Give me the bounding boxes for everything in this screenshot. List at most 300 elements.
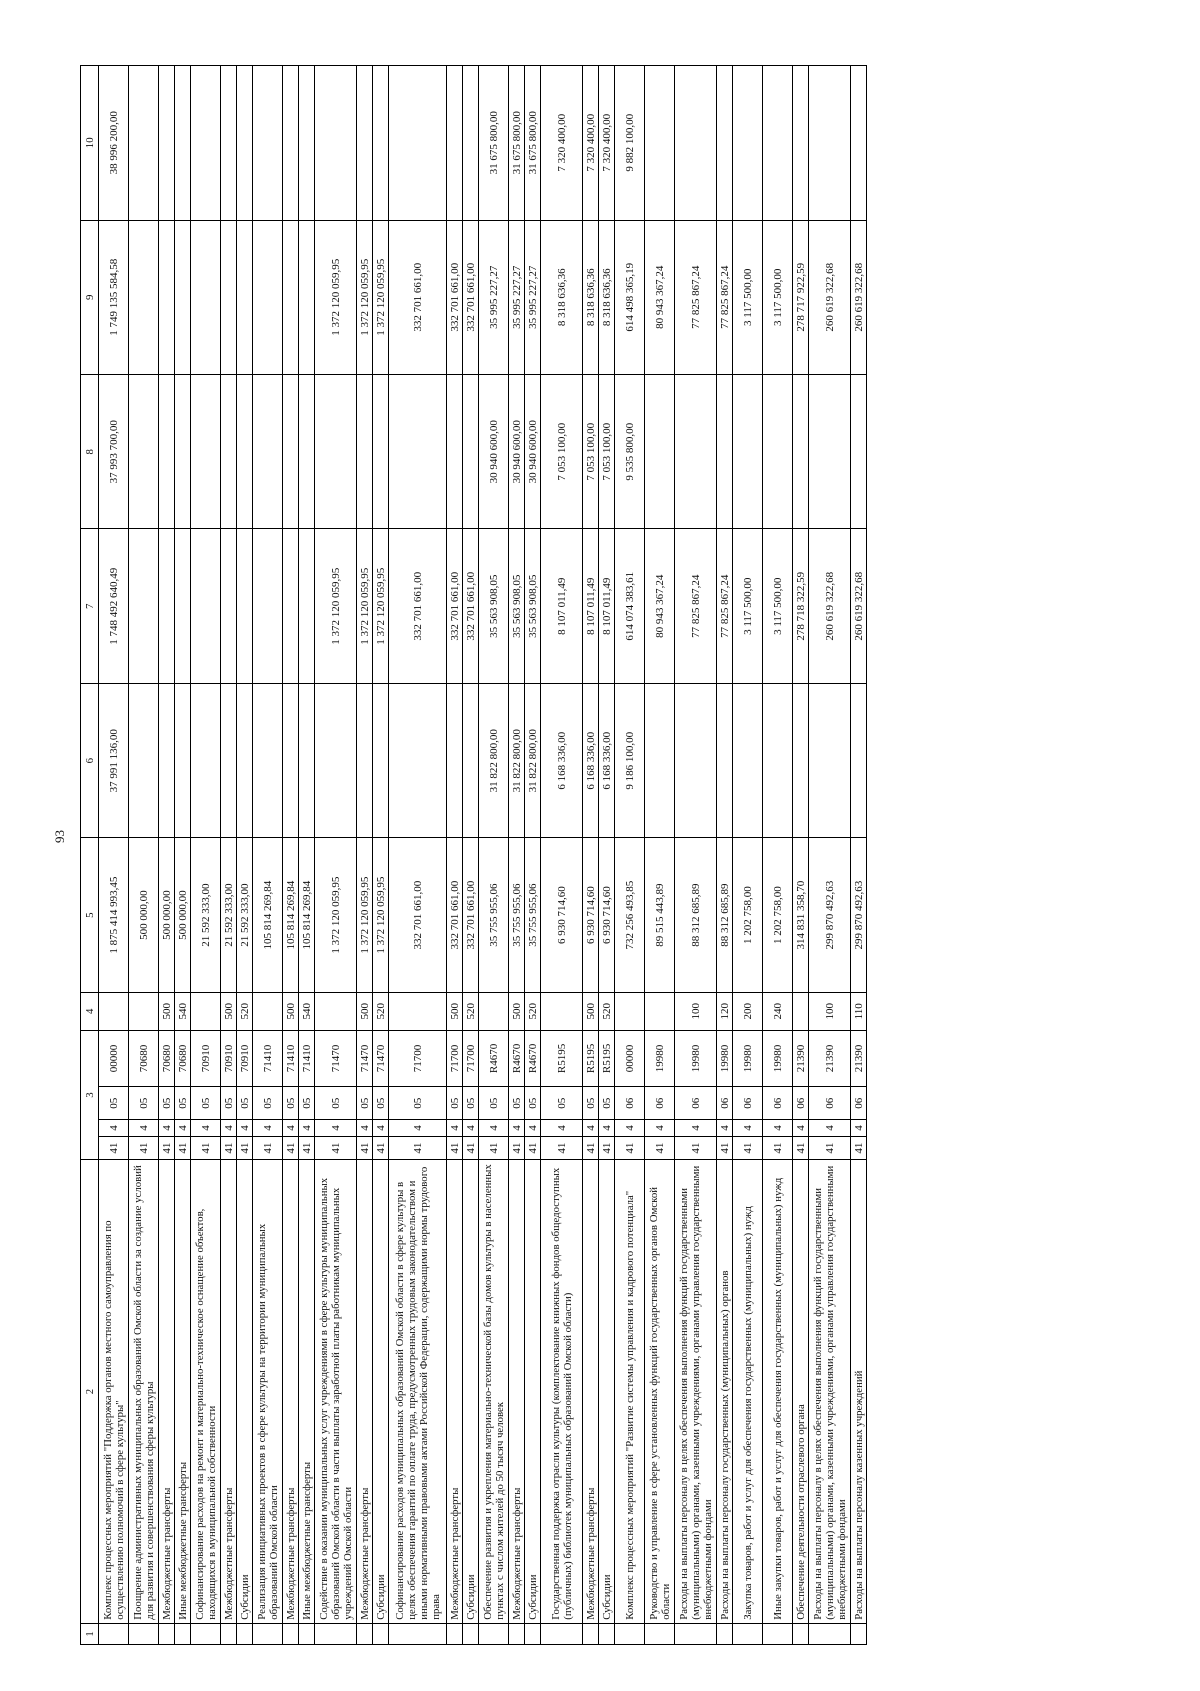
code-part-1-cell: 41	[541, 1136, 583, 1160]
amount-col-9-cell	[237, 220, 253, 374]
code-part-4-cell: 71410	[253, 1030, 283, 1087]
amount-col-7-cell: 1 372 120 059,95	[315, 529, 357, 683]
row-number-cell	[129, 1623, 159, 1644]
expense-type-cell	[479, 992, 509, 1030]
code-part-3-cell: 05	[479, 1087, 509, 1120]
code-part-3-cell: 05	[99, 1087, 129, 1120]
amount-col-8-cell	[175, 375, 191, 529]
expense-type-cell: 120	[717, 992, 733, 1030]
header-col-1: 1	[81, 1623, 99, 1644]
code-part-4-cell: 70680	[129, 1030, 159, 1087]
item-name-cell: Комплекс процессных мероприятий "Развитие системы управления и кадрового потенциала"	[615, 1160, 645, 1623]
code-part-1-cell: 41	[315, 1136, 357, 1160]
amount-col-9-cell	[191, 220, 221, 374]
amount-col-6-cell	[463, 683, 479, 837]
item-name-cell: Субсидии	[373, 1160, 389, 1623]
amount-col-6-cell	[793, 683, 809, 837]
amount-col-8-cell	[221, 375, 237, 529]
amount-col-5-cell: 732 256 493,85	[615, 838, 645, 992]
amount-col-7-cell: 1 372 120 059,95	[357, 529, 373, 683]
amount-col-5-cell: 6 930 714,60	[599, 838, 615, 992]
header-col-4: 4	[81, 992, 99, 1030]
amount-col-6-cell	[447, 683, 463, 837]
header-col-10: 10	[81, 66, 99, 221]
table-row	[717, 66, 733, 1645]
amount-col-5-cell: 500 000,00	[175, 838, 191, 992]
amount-col-5-cell: 35 755 955,06	[509, 838, 525, 992]
row-number-cell	[221, 1623, 237, 1644]
amount-col-7-cell	[299, 529, 315, 683]
amount-col-8-cell	[645, 375, 675, 529]
code-part-4-cell: 71470	[357, 1030, 373, 1087]
code-part-4-cell: 19980	[763, 1030, 793, 1087]
amount-col-8-cell	[373, 375, 389, 529]
code-part-1-cell: 41	[221, 1136, 237, 1160]
amount-col-8-cell	[793, 375, 809, 529]
amount-col-6-cell: 6 168 336,00	[541, 683, 583, 837]
amount-col-9-cell: 8 318 636,36	[599, 220, 615, 374]
code-part-1-cell: 41	[447, 1136, 463, 1160]
amount-col-10-cell	[645, 66, 675, 221]
amount-col-6-cell: 6 168 336,00	[583, 683, 599, 837]
expense-type-cell	[253, 992, 283, 1030]
amount-col-9-cell: 35 995 227,27	[525, 220, 541, 374]
amount-col-7-cell	[283, 529, 299, 683]
row-number-cell	[717, 1623, 733, 1644]
table-row	[675, 66, 717, 1645]
amount-col-7-cell: 1 748 492 640,49	[99, 529, 129, 683]
expense-type-cell: 500	[221, 992, 237, 1030]
item-name-cell: Руководство и управление в сфере установленных функций государственных органов Омской области	[645, 1160, 675, 1623]
table-row	[479, 66, 509, 1645]
amount-col-9-cell	[299, 220, 315, 374]
amount-col-8-cell	[191, 375, 221, 529]
code-part-2-cell: 4	[615, 1120, 645, 1137]
amount-col-10-cell	[129, 66, 159, 221]
code-part-2-cell: 4	[717, 1120, 733, 1137]
amount-col-5-cell: 1 875 414 993,45	[99, 838, 129, 992]
amount-col-10-cell	[389, 66, 447, 221]
code-part-4-cell: 00000	[615, 1030, 645, 1087]
code-part-2-cell: 4	[509, 1120, 525, 1137]
row-number-cell	[479, 1623, 509, 1644]
code-part-1-cell: 41	[191, 1136, 221, 1160]
code-part-1-cell: 41	[283, 1136, 299, 1160]
item-name-cell: Софинансирование расходов на ремонт и материально-техническое оснащение объектов, находящихся в муниципальной собственности	[191, 1160, 221, 1623]
item-name-cell: Закупка товаров, работ и услуг для обеспечения государственных (муниципальных) нужд	[733, 1160, 763, 1623]
amount-col-9-cell: 278 717 922,59	[793, 220, 809, 374]
amount-col-9-cell: 77 825 867,24	[717, 220, 733, 374]
amount-col-8-cell	[237, 375, 253, 529]
row-number-cell	[237, 1623, 253, 1644]
table-row	[253, 66, 283, 1645]
item-name-cell: Расходы на выплаты персоналу в целях обеспечения выполнения функций государственными (муниципальными) органами, казенными учреждениями, органами управления государственными внебюджетными фондами	[809, 1160, 851, 1623]
amount-col-8-cell: 30 940 600,00	[509, 375, 525, 529]
amount-col-9-cell: 1 372 120 059,95	[373, 220, 389, 374]
row-number-cell	[541, 1623, 583, 1644]
code-part-4-cell: 70680	[159, 1030, 175, 1087]
code-part-2-cell: 4	[159, 1120, 175, 1137]
table-row	[851, 66, 867, 1645]
table-row	[191, 66, 221, 1645]
code-part-2-cell: 4	[479, 1120, 509, 1137]
code-part-3-cell: 05	[237, 1087, 253, 1120]
code-part-4-cell: 71410	[283, 1030, 299, 1087]
amount-col-9-cell	[253, 220, 283, 374]
amount-col-9-cell: 3 117 500,00	[733, 220, 763, 374]
code-part-1-cell: 41	[253, 1136, 283, 1160]
amount-col-7-cell: 8 107 011,49	[583, 529, 599, 683]
code-part-3-cell: 06	[763, 1087, 793, 1120]
amount-col-7-cell	[253, 529, 283, 683]
amount-col-5-cell: 500 000,00	[159, 838, 175, 992]
code-part-2-cell: 4	[793, 1120, 809, 1137]
amount-col-6-cell	[237, 683, 253, 837]
amount-col-10-cell	[733, 66, 763, 221]
amount-col-10-cell: 7 320 400,00	[599, 66, 615, 221]
amount-col-5-cell: 332 701 661,00	[463, 838, 479, 992]
code-part-2-cell: 4	[175, 1120, 191, 1137]
code-part-2-cell: 4	[99, 1120, 129, 1137]
code-part-3-cell: 06	[851, 1087, 867, 1120]
budget-table	[80, 65, 867, 1645]
code-part-2-cell: 4	[253, 1120, 283, 1137]
expense-type-cell	[793, 992, 809, 1030]
table-row	[237, 66, 253, 1645]
row-number-cell	[315, 1623, 357, 1644]
table-row	[645, 66, 675, 1645]
table-row	[299, 66, 315, 1645]
code-part-3-cell: 05	[299, 1087, 315, 1120]
code-part-4-cell: 19980	[733, 1030, 763, 1087]
amount-col-9-cell: 260 619 322,68	[809, 220, 851, 374]
code-part-4-cell: R4670	[479, 1030, 509, 1087]
amount-col-10-cell	[373, 66, 389, 221]
code-part-3-cell: 05	[373, 1087, 389, 1120]
amount-col-6-cell	[191, 683, 221, 837]
amount-col-5-cell: 332 701 661,00	[389, 838, 447, 992]
amount-col-6-cell	[763, 683, 793, 837]
row-number-cell	[599, 1623, 615, 1644]
row-number-cell	[645, 1623, 675, 1644]
amount-col-8-cell	[733, 375, 763, 529]
table-row	[389, 66, 447, 1645]
expense-type-cell: 540	[175, 992, 191, 1030]
amount-col-7-cell: 332 701 661,00	[463, 529, 479, 683]
table-row	[99, 66, 129, 1645]
amount-col-6-cell: 31 822 800,00	[525, 683, 541, 837]
table-row	[525, 66, 541, 1645]
amount-col-10-cell	[717, 66, 733, 221]
amount-col-10-cell	[299, 66, 315, 221]
amount-col-7-cell: 614 074 383,61	[615, 529, 645, 683]
amount-col-6-cell: 37 991 136,00	[99, 683, 129, 837]
expense-type-cell	[315, 992, 357, 1030]
header-row	[81, 66, 99, 1645]
code-part-1-cell: 41	[237, 1136, 253, 1160]
code-part-3-cell: 05	[509, 1087, 525, 1120]
item-name-cell: Реализация инициативных проектов в сфере культуры на территории муниципальных образований Омской области	[253, 1160, 283, 1623]
amount-col-7-cell: 80 943 367,24	[645, 529, 675, 683]
amount-col-9-cell: 1 372 120 059,95	[315, 220, 357, 374]
code-part-3-cell: 05	[583, 1087, 599, 1120]
amount-col-7-cell: 77 825 867,24	[675, 529, 717, 683]
code-part-4-cell: R4670	[525, 1030, 541, 1087]
code-part-4-cell: 21390	[793, 1030, 809, 1087]
amount-col-10-cell	[237, 66, 253, 221]
amount-col-9-cell: 35 995 227,27	[479, 220, 509, 374]
amount-col-10-cell: 31 675 800,00	[509, 66, 525, 221]
table-row	[763, 66, 793, 1645]
code-part-4-cell: 70910	[191, 1030, 221, 1087]
code-part-3-cell: 05	[357, 1087, 373, 1120]
code-part-2-cell: 4	[389, 1120, 447, 1137]
amount-col-10-cell: 38 996 200,00	[99, 66, 129, 221]
code-part-3-cell: 06	[809, 1087, 851, 1120]
amount-col-6-cell: 31 822 800,00	[509, 683, 525, 837]
amount-col-7-cell: 35 563 908,05	[525, 529, 541, 683]
header-col-7: 7	[81, 529, 99, 683]
amount-col-9-cell	[129, 220, 159, 374]
code-part-4-cell: R5195	[541, 1030, 583, 1087]
amount-col-5-cell: 21 592 333,00	[237, 838, 253, 992]
code-part-2-cell: 4	[191, 1120, 221, 1137]
item-name-cell: Межбюджетные трансферты	[159, 1160, 175, 1623]
code-part-2-cell: 4	[221, 1120, 237, 1137]
amount-col-6-cell	[253, 683, 283, 837]
expense-type-cell	[191, 992, 221, 1030]
amount-col-8-cell: 30 940 600,00	[525, 375, 541, 529]
expense-type-cell: 100	[675, 992, 717, 1030]
code-part-3-cell: 06	[733, 1087, 763, 1120]
amount-col-6-cell	[733, 683, 763, 837]
amount-col-6-cell	[175, 683, 191, 837]
table-row	[373, 66, 389, 1645]
row-number-cell	[733, 1623, 763, 1644]
amount-col-7-cell: 260 619 322,68	[851, 529, 867, 683]
amount-col-6-cell	[809, 683, 851, 837]
amount-col-6-cell	[129, 683, 159, 837]
expense-type-cell	[99, 992, 129, 1030]
amount-col-5-cell: 299 870 492,63	[851, 838, 867, 992]
code-part-1-cell: 41	[389, 1136, 447, 1160]
header-col-6: 6	[81, 683, 99, 837]
amount-col-6-cell: 9 186 100,00	[615, 683, 645, 837]
table-row	[541, 66, 583, 1645]
expense-type-cell: 500	[447, 992, 463, 1030]
row-number-cell	[191, 1623, 221, 1644]
amount-col-5-cell: 299 870 492,63	[809, 838, 851, 992]
code-part-1-cell: 41	[645, 1136, 675, 1160]
amount-col-10-cell	[447, 66, 463, 221]
amount-col-7-cell	[237, 529, 253, 683]
item-name-cell: Иные закупки товаров, работ и услуг для обеспечения государственных (муниципальных) нужд	[763, 1160, 793, 1623]
amount-col-7-cell	[159, 529, 175, 683]
row-number-cell	[99, 1623, 129, 1644]
code-part-1-cell: 41	[525, 1136, 541, 1160]
amount-col-9-cell: 3 117 500,00	[763, 220, 793, 374]
row-number-cell	[763, 1623, 793, 1644]
table-row	[583, 66, 599, 1645]
amount-col-10-cell	[357, 66, 373, 221]
item-name-cell: Субсидии	[463, 1160, 479, 1623]
amount-col-10-cell	[793, 66, 809, 221]
table-row	[509, 66, 525, 1645]
code-part-4-cell: 71410	[299, 1030, 315, 1087]
code-part-2-cell: 4	[583, 1120, 599, 1137]
amount-col-6-cell	[357, 683, 373, 837]
amount-col-8-cell: 7 053 100,00	[599, 375, 615, 529]
item-name-cell: Субсидии	[237, 1160, 253, 1623]
code-part-2-cell: 4	[237, 1120, 253, 1137]
code-part-1-cell: 41	[99, 1136, 129, 1160]
item-name-cell: Межбюджетные трансферты	[221, 1160, 237, 1623]
amount-col-8-cell: 9 535 800,00	[615, 375, 645, 529]
code-part-2-cell: 4	[525, 1120, 541, 1137]
code-part-4-cell: R4670	[509, 1030, 525, 1087]
item-name-cell: Межбюджетные трансферты	[283, 1160, 299, 1623]
code-part-4-cell: 19980	[717, 1030, 733, 1087]
code-part-1-cell: 41	[763, 1136, 793, 1160]
amount-col-7-cell: 1 372 120 059,95	[373, 529, 389, 683]
amount-col-8-cell	[851, 375, 867, 529]
item-name-cell: Субсидии	[525, 1160, 541, 1623]
expense-type-cell	[541, 992, 583, 1030]
code-part-1-cell: 41	[615, 1136, 645, 1160]
amount-col-7-cell: 35 563 908,05	[479, 529, 509, 683]
row-number-cell	[525, 1623, 541, 1644]
expense-type-cell: 520	[373, 992, 389, 1030]
header-col-9: 9	[81, 220, 99, 374]
code-part-4-cell: 71700	[463, 1030, 479, 1087]
code-part-4-cell: 71470	[315, 1030, 357, 1087]
code-part-1-cell: 41	[373, 1136, 389, 1160]
item-name-cell: Содействие в оказании муниципальных услуг учреждениями в сфере культуры муниципальных образований Омской области в части выплаты заработной платы работникам муниципальных учреждений Омской области	[315, 1160, 357, 1623]
amount-col-9-cell	[221, 220, 237, 374]
code-part-2-cell: 4	[599, 1120, 615, 1137]
amount-col-5-cell: 88 312 685,89	[717, 838, 733, 992]
expense-type-cell: 200	[733, 992, 763, 1030]
table-row	[175, 66, 191, 1645]
amount-col-9-cell: 35 995 227,27	[509, 220, 525, 374]
amount-col-10-cell: 9 882 100,00	[615, 66, 645, 221]
amount-col-7-cell: 332 701 661,00	[447, 529, 463, 683]
code-part-4-cell: R5195	[599, 1030, 615, 1087]
code-part-3-cell: 05	[221, 1087, 237, 1120]
expense-type-cell: 520	[525, 992, 541, 1030]
table-row	[615, 66, 645, 1645]
code-part-4-cell: 19980	[645, 1030, 675, 1087]
amount-col-8-cell	[159, 375, 175, 529]
amount-col-9-cell: 332 701 661,00	[447, 220, 463, 374]
code-part-1-cell: 41	[675, 1136, 717, 1160]
amount-col-10-cell	[851, 66, 867, 221]
rotated-table-container	[80, 65, 1160, 1645]
table-row	[221, 66, 237, 1645]
amount-col-8-cell	[299, 375, 315, 529]
code-part-4-cell: R5195	[583, 1030, 599, 1087]
expense-type-cell	[129, 992, 159, 1030]
item-name-cell: Обеспечение деятельности отраслевого органа	[793, 1160, 809, 1623]
table-row	[733, 66, 763, 1645]
amount-col-9-cell: 260 619 322,68	[851, 220, 867, 374]
amount-col-8-cell	[315, 375, 357, 529]
row-number-cell	[253, 1623, 283, 1644]
expense-type-cell	[615, 992, 645, 1030]
expense-type-cell: 500	[159, 992, 175, 1030]
amount-col-9-cell	[283, 220, 299, 374]
code-part-4-cell: 19980	[675, 1030, 717, 1087]
amount-col-5-cell: 1 202 758,00	[763, 838, 793, 992]
amount-col-5-cell: 35 755 955,06	[479, 838, 509, 992]
amount-col-10-cell	[283, 66, 299, 221]
item-name-cell: Иные межбюджетные трансферты	[175, 1160, 191, 1623]
amount-col-10-cell: 31 675 800,00	[479, 66, 509, 221]
amount-col-7-cell: 35 563 908,05	[509, 529, 525, 683]
amount-col-7-cell	[221, 529, 237, 683]
code-part-3-cell: 05	[525, 1087, 541, 1120]
amount-col-9-cell: 1 372 120 059,95	[357, 220, 373, 374]
row-number-cell	[373, 1623, 389, 1644]
code-part-4-cell: 70910	[237, 1030, 253, 1087]
item-name-cell: Межбюджетные трансферты	[447, 1160, 463, 1623]
item-name-cell: Расходы на выплаты персоналу казенных учреждений	[851, 1160, 867, 1623]
amount-col-8-cell	[717, 375, 733, 529]
code-part-2-cell: 4	[447, 1120, 463, 1137]
table-row	[809, 66, 851, 1645]
expense-type-cell	[389, 992, 447, 1030]
amount-col-9-cell: 1 749 135 584,58	[99, 220, 129, 374]
code-part-3-cell: 06	[615, 1087, 645, 1120]
table-row	[793, 66, 809, 1645]
amount-col-7-cell	[129, 529, 159, 683]
amount-col-7-cell	[191, 529, 221, 683]
amount-col-6-cell	[675, 683, 717, 837]
amount-col-7-cell: 278 718 322,59	[793, 529, 809, 683]
code-part-3-cell: 05	[129, 1087, 159, 1120]
code-part-1-cell: 41	[793, 1136, 809, 1160]
code-part-3-cell: 05	[315, 1087, 357, 1120]
code-part-4-cell: 70680	[175, 1030, 191, 1087]
table-row	[283, 66, 299, 1645]
amount-col-10-cell	[675, 66, 717, 221]
code-part-3-cell: 06	[717, 1087, 733, 1120]
code-part-2-cell: 4	[129, 1120, 159, 1137]
code-part-1-cell: 41	[851, 1136, 867, 1160]
amount-col-9-cell: 80 943 367,24	[645, 220, 675, 374]
expense-type-cell	[645, 992, 675, 1030]
amount-col-9-cell	[159, 220, 175, 374]
code-part-2-cell: 4	[463, 1120, 479, 1137]
row-number-cell	[509, 1623, 525, 1644]
item-name-cell: Субсидии	[599, 1160, 615, 1623]
code-part-1-cell: 41	[809, 1136, 851, 1160]
amount-col-10-cell: 31 675 800,00	[525, 66, 541, 221]
amount-col-9-cell: 8 318 636,36	[541, 220, 583, 374]
amount-col-5-cell: 1 372 120 059,95	[373, 838, 389, 992]
amount-col-8-cell	[675, 375, 717, 529]
amount-col-6-cell	[283, 683, 299, 837]
amount-col-10-cell	[763, 66, 793, 221]
code-part-1-cell: 41	[159, 1136, 175, 1160]
code-part-1-cell: 41	[717, 1136, 733, 1160]
amount-col-8-cell	[253, 375, 283, 529]
amount-col-8-cell	[463, 375, 479, 529]
amount-col-5-cell: 105 814 269,84	[299, 838, 315, 992]
amount-col-8-cell	[763, 375, 793, 529]
amount-col-5-cell: 89 515 443,89	[645, 838, 675, 992]
amount-col-10-cell	[175, 66, 191, 221]
